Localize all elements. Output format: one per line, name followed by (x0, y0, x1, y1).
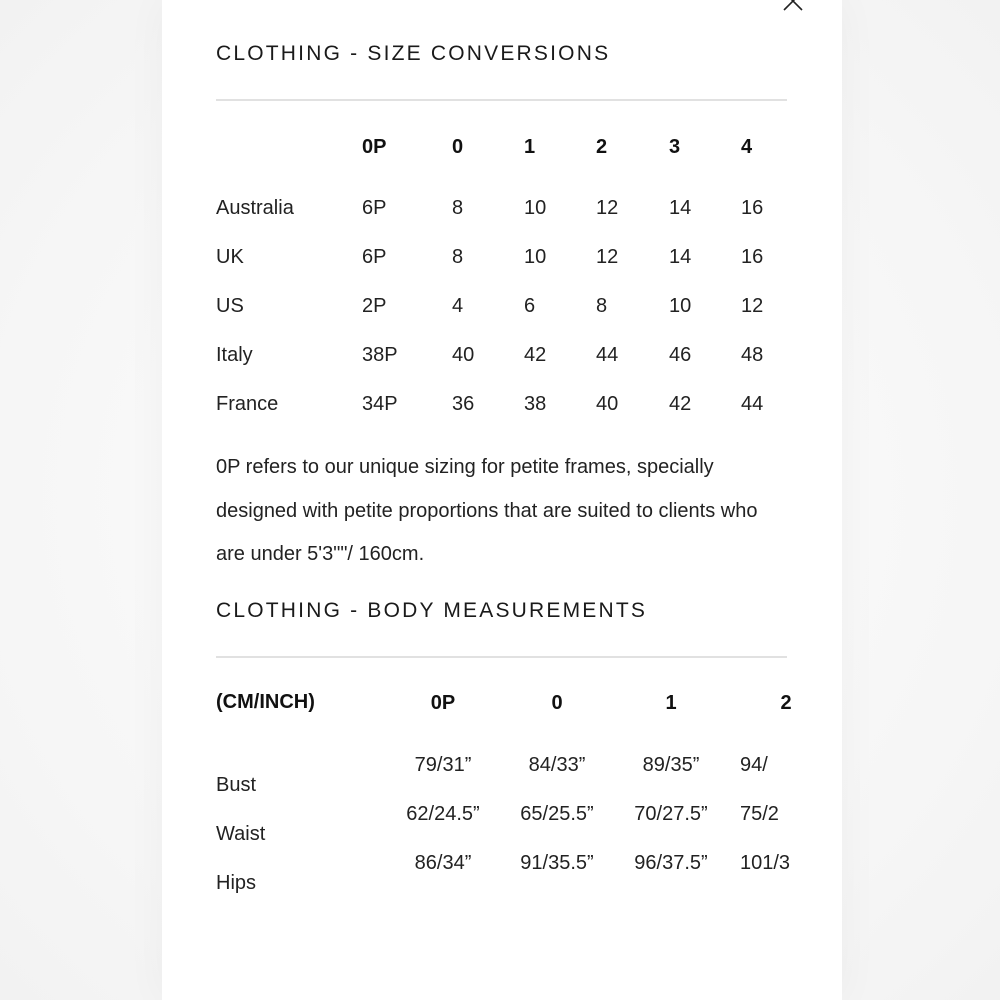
size-header-cell: 0P (362, 136, 387, 158)
region-label: US (216, 295, 244, 317)
size-value-cell: 38P (362, 344, 398, 366)
unit-header: (CM/INCH) (216, 691, 315, 713)
size-value-cell: 8 (452, 197, 464, 219)
measurement-value-cell: 84/33” (528, 754, 586, 776)
region-label: Australia (216, 197, 294, 219)
size-value-cell: 4 (452, 295, 464, 317)
size-value-cell: 34P (362, 393, 398, 415)
size-value-cell: 12 (596, 197, 619, 219)
measurement-value-cell: 96/37.5” (634, 852, 708, 874)
measurement-value-cell: 79/31” (414, 754, 472, 776)
size-header-cell: 3 (669, 136, 681, 158)
measurement-label: Waist (216, 823, 266, 845)
size-value-cell: 38 (524, 393, 547, 415)
size-value-cell: 16 (741, 246, 764, 268)
size-value-cell: 46 (669, 344, 692, 366)
size-value-cell: 8 (452, 246, 464, 268)
size-header-cell: 4 (741, 136, 753, 158)
size-header-cell: 1 (665, 692, 677, 714)
size-value-cell: 8 (596, 295, 608, 317)
size-header-cell: 1 (524, 136, 536, 158)
size-value-cell: 12 (741, 295, 764, 317)
petite-sizing-note: 0P refers to our unique sizing for petite frames, specially designed with petite proportions that are suited to clients who are under 5'3""/ 160cm. (216, 456, 758, 565)
size-value-cell: 44 (596, 344, 619, 366)
size-header-cell: 2 (596, 136, 608, 158)
close-button[interactable] (780, 0, 806, 14)
divider (216, 656, 787, 658)
measurement-value-cell: 101/3 (740, 852, 791, 874)
size-value-cell: 14 (669, 197, 692, 219)
size-value-cell: 6P (362, 246, 387, 268)
size-value-cell: 10 (524, 197, 547, 219)
measurement-value-cell: 86/34” (414, 852, 472, 874)
size-value-cell: 40 (452, 344, 475, 366)
size-value-cell: 10 (524, 246, 547, 268)
measurement-value-cell: 91/35.5” (520, 852, 594, 874)
size-header-cell: 2 (780, 692, 792, 714)
size-header-cell: 0 (452, 136, 464, 158)
size-header-cell: 0P (430, 692, 456, 714)
size-value-cell: 6P (362, 197, 387, 219)
size-value-cell: 12 (596, 246, 619, 268)
size-value-cell: 6 (524, 295, 536, 317)
measurement-label: Hips (216, 872, 257, 894)
measurement-value-cell: 65/25.5” (520, 803, 594, 825)
measurement-value-cell: 75/2 (740, 803, 779, 825)
measurement-value-cell: 70/27.5” (634, 803, 708, 825)
region-label: Italy (216, 344, 253, 366)
size-value-cell: 42 (669, 393, 692, 415)
size-conversions-title: CLOTHING - SIZE CONVERSIONS (216, 42, 611, 65)
size-value-cell: 2P (362, 295, 387, 317)
size-value-cell: 36 (452, 393, 475, 415)
body-measurements-title: CLOTHING - BODY MEASUREMENTS (216, 599, 648, 622)
measurement-label: Bust (216, 774, 257, 796)
size-value-cell: 10 (669, 295, 692, 317)
close-icon (780, 0, 806, 14)
size-value-cell: 44 (741, 393, 764, 415)
size-header-cell: 0 (551, 692, 563, 714)
measurement-value-cell: 62/24.5” (406, 803, 480, 825)
region-label: France (216, 393, 279, 415)
size-value-cell: 40 (596, 393, 619, 415)
size-value-cell: 48 (741, 344, 764, 366)
divider (216, 99, 787, 101)
body-measurements-table (216, 680, 792, 910)
size-value-cell: 16 (741, 197, 764, 219)
size-value-cell: 42 (524, 344, 547, 366)
measurement-value-cell: 89/35” (642, 754, 700, 776)
size-value-cell: 14 (669, 246, 692, 268)
region-label: UK (216, 246, 244, 268)
measurement-value-cell: 94/ (740, 754, 768, 776)
